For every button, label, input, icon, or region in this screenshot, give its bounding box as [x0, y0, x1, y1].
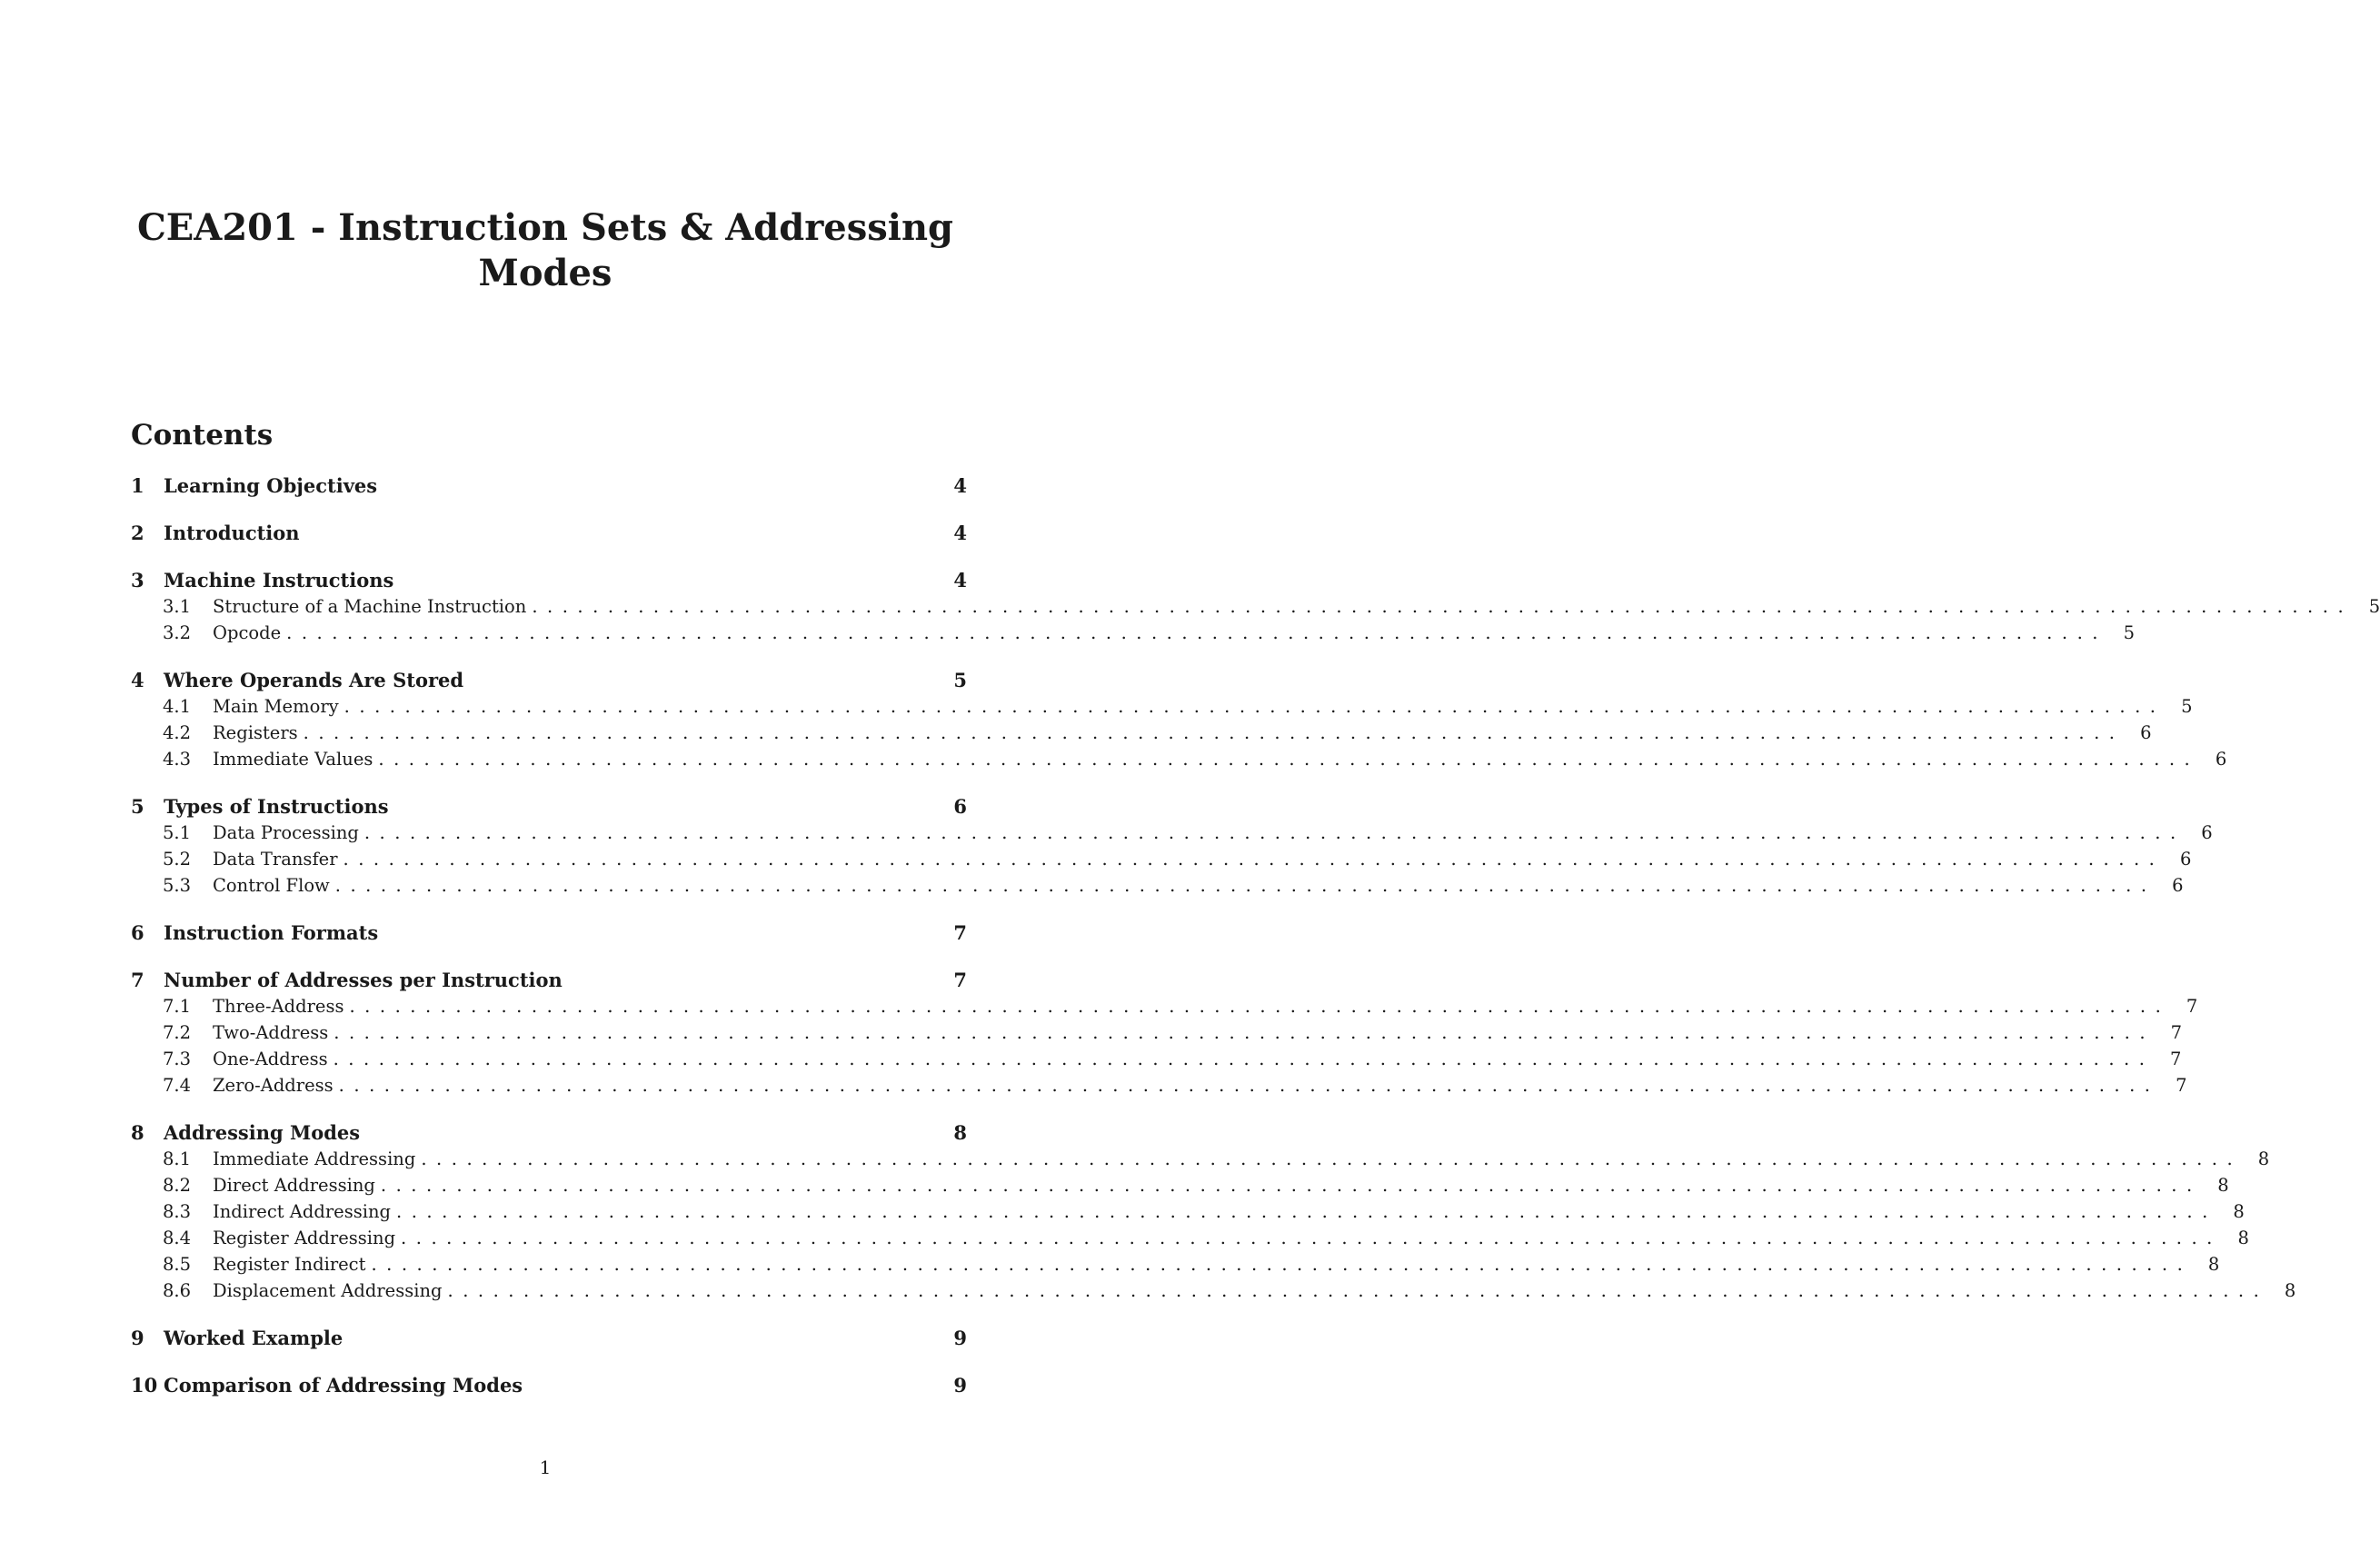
toc-section-entry[interactable]	[131, 472, 967, 499]
toc-section-number: 4	[131, 669, 144, 691]
toc-dot-leader: ........................................................................................................................	[344, 696, 2166, 717]
toc-dot-leader: ........................................................................................................................	[396, 1201, 2217, 1222]
toc-subsection-entry[interactable]	[131, 720, 2152, 746]
toc-section-number: 5	[131, 795, 144, 818]
toc-subsection-number: 4.2	[163, 722, 192, 743]
toc-dot-leader: ........................................................................................................................	[334, 1022, 2156, 1043]
toc-section-gap	[131, 1351, 967, 1372]
toc-subsection-number: 8.5	[163, 1254, 192, 1275]
toc-subsection-title: Immediate Values	[213, 749, 373, 770]
toc-section-page: 5	[953, 669, 967, 691]
toc-dot-leader: ........................................................................................................................	[363, 822, 2186, 843]
toc-section-page: 4	[953, 569, 967, 592]
toc-subsection-page: 7	[2170, 1022, 2183, 1043]
toc-section-number: 2	[131, 522, 144, 544]
toc-section-page: 9	[953, 1327, 967, 1349]
toc-section-title: Introduction	[164, 522, 300, 544]
toc-subsection-title: Main Memory	[213, 696, 339, 717]
toc-subsection-number: 4.3	[163, 749, 192, 770]
toc-section-page: 7	[953, 921, 967, 944]
toc-section-gap	[131, 546, 967, 567]
toc-section-title: Types of Instructions	[164, 795, 389, 818]
toc-subsection-page: 8	[2207, 1254, 2220, 1275]
toc-section-page: 4	[953, 522, 967, 544]
toc-subsection-title: Opcode	[213, 622, 282, 643]
toc-dot-leader: ........................................................................................................................	[334, 875, 2156, 896]
toc-subsection-entry[interactable]	[131, 820, 2213, 846]
toc-subsection-page: 8	[2217, 1175, 2229, 1196]
toc-section-title: Comparison of Addressing Modes	[164, 1374, 523, 1397]
toc-section-gap	[131, 1099, 967, 1119]
toc-section-title: Machine Instructions	[164, 569, 394, 592]
document-title-line2: Modes	[478, 252, 612, 294]
toc-subsection-number: 8.1	[163, 1148, 192, 1169]
toc-subsection-title: Structure of a Machine Instruction	[213, 596, 527, 617]
toc-subsection-title: Register Indirect	[213, 1254, 366, 1275]
toc-subsection-number: 7.3	[163, 1049, 192, 1069]
toc-subsection-entry[interactable]	[131, 1046, 2182, 1072]
toc-dot-leader: ........................................................................................................................	[371, 1254, 2193, 1275]
page-number: 1	[539, 1456, 552, 1478]
toc-subsection-page: 7	[2186, 996, 2198, 1017]
document-title-line1: CEA201 - Instruction Sets & Addressing	[136, 206, 954, 249]
toc-subsection-page: 8	[2284, 1280, 2296, 1301]
toc-subsection-title: Direct Addressing	[213, 1175, 375, 1196]
toc-subsection-title: One-Address	[213, 1049, 328, 1069]
toc-subsection-page: 6	[2172, 875, 2184, 896]
toc-subsection-title: Data Processing	[213, 822, 359, 843]
toc-subsection-number: 5.3	[163, 875, 192, 896]
toc-subsection-title: Registers	[213, 722, 298, 743]
toc-subsection-entry[interactable]	[131, 1225, 2249, 1251]
toc-dot-leader: ........................................................................................................................	[338, 1075, 2160, 1096]
toc-section-gap	[131, 1304, 967, 1325]
toc-subsection-entry[interactable]	[131, 1072, 2187, 1099]
toc-subsection-number: 7.2	[163, 1022, 192, 1043]
toc-section-number: 9	[131, 1327, 144, 1349]
toc-subsection-page: 6	[2140, 722, 2152, 743]
toc-section-entry[interactable]	[131, 920, 967, 946]
toc-section-number: 7	[131, 969, 144, 991]
toc-section-title: Where Operands Are Stored	[164, 669, 464, 691]
toc-section-entry[interactable]	[131, 520, 967, 546]
toc-section-page: 9	[953, 1374, 967, 1397]
toc-subsection-page: 8	[2257, 1148, 2270, 1169]
toc-section-gap	[131, 646, 967, 667]
toc-subsection-title: Data Transfer	[213, 849, 338, 870]
toc-subsection-entry[interactable]	[131, 1278, 2296, 1304]
toc-section-number: 3	[131, 569, 144, 592]
toc-dot-leader: ........................................................................................................................	[333, 1049, 2155, 1069]
toc-subsection-entry[interactable]	[131, 1198, 2245, 1225]
toc-dot-leader: ........................................................................................................................	[421, 1148, 2243, 1169]
toc-section-title: Worked Example	[164, 1327, 344, 1349]
toc-subsection-page: 5	[2368, 596, 2380, 617]
toc-subsection-number: 5.2	[163, 849, 192, 870]
toc-subsection-number: 3.1	[163, 596, 192, 617]
toc-subsection-page: 6	[2215, 749, 2227, 770]
toc-subsection-entry[interactable]	[131, 872, 2184, 899]
toc-section-page: 7	[953, 969, 967, 991]
toc-section-entry[interactable]	[131, 1119, 967, 1146]
toc-section-entry[interactable]	[131, 667, 967, 693]
toc-subsection-title: Zero-Address	[213, 1075, 334, 1096]
toc-subsection-page: 7	[2170, 1049, 2182, 1069]
toc-section-entry[interactable]	[131, 1325, 967, 1351]
toc-subsection-page: 7	[2176, 1075, 2187, 1096]
toc-subsection-title: Three-Address	[213, 996, 344, 1017]
table-of-contents	[131, 472, 2380, 1398]
toc-subsection-number: 3.2	[163, 622, 192, 643]
toc-section-gap	[131, 772, 967, 793]
toc-subsection-entry[interactable]	[131, 1251, 2220, 1278]
toc-section-title: Instruction Formats	[164, 921, 379, 944]
toc-section-number: 6	[131, 921, 144, 944]
toc-section-entry[interactable]	[131, 1372, 967, 1398]
toc-dot-leader: ........................................................................................................................	[286, 622, 2107, 643]
toc-section-page: 4	[953, 474, 967, 497]
toc-dot-leader: ........................................................................................................................	[380, 1175, 2202, 1196]
toc-subsection-page: 8	[2237, 1228, 2249, 1248]
toc-subsection-number: 4.1	[163, 696, 192, 717]
toc-dot-leader: ........................................................................................................................	[349, 996, 2171, 1017]
toc-subsection-page: 8	[2233, 1201, 2245, 1222]
toc-section-entry[interactable]	[131, 567, 967, 593]
toc-subsection-page: 5	[2181, 696, 2193, 717]
toc-subsection-number: 5.1	[163, 822, 192, 843]
toc-section-gap	[131, 899, 967, 920]
toc-section-title: Addressing Modes	[164, 1121, 361, 1144]
toc-subsection-page: 5	[2123, 622, 2135, 643]
toc-section-page: 6	[953, 795, 967, 818]
contents-heading: Contents	[131, 419, 274, 452]
toc-subsection-title: Control Flow	[213, 875, 330, 896]
toc-subsection-page: 6	[2179, 849, 2192, 870]
toc-subsection-number: 7.1	[163, 996, 192, 1017]
toc-subsection-title: Immediate Addressing	[213, 1148, 416, 1169]
toc-section-number: 1	[131, 474, 144, 497]
toc-dot-leader: ........................................................................................................................	[378, 749, 2200, 770]
toc-subsection-entry[interactable]	[131, 620, 2135, 646]
toc-section-number: 8	[131, 1121, 144, 1144]
toc-section-title: Number of Addresses per Instruction	[164, 969, 563, 991]
toc-subsection-number: 8.3	[163, 1201, 192, 1222]
toc-subsection-number: 8.2	[163, 1175, 192, 1196]
toc-section-page: 8	[953, 1121, 967, 1144]
document-title	[0, 205, 1090, 296]
toc-subsection-page: 6	[2201, 822, 2213, 843]
toc-subsection-number: 8.4	[163, 1228, 192, 1248]
toc-section-gap	[131, 499, 967, 520]
toc-dot-leader: ........................................................................................................................	[401, 1228, 2222, 1248]
toc-subsection-title: Two-Address	[213, 1022, 329, 1043]
toc-subsection-entry[interactable]	[131, 846, 2192, 872]
toc-subsection-entry[interactable]	[131, 993, 2198, 1019]
toc-subsection-title: Displacement Addressing	[213, 1280, 443, 1301]
toc-dot-leader: ........................................................................................................................	[447, 1280, 2269, 1301]
toc-subsection-title: Indirect Addressing	[213, 1201, 391, 1222]
toc-subsection-entry[interactable]	[131, 1019, 2183, 1046]
toc-dot-leader: ........................................................................................................................	[343, 849, 2165, 870]
toc-subsection-number: 7.4	[163, 1075, 192, 1096]
toc-subsection-entry[interactable]	[131, 746, 2227, 772]
toc-subsection-entry[interactable]	[131, 693, 2193, 720]
toc-subsection-entry[interactable]	[131, 1146, 2270, 1172]
toc-dot-leader: ........................................................................................................................	[303, 722, 2125, 743]
toc-section-gap	[131, 946, 967, 967]
toc-subsection-number: 8.6	[163, 1280, 192, 1301]
toc-section-number: 10	[131, 1374, 158, 1397]
toc-section-entry[interactable]	[131, 967, 967, 993]
toc-subsection-entry[interactable]	[131, 593, 2380, 620]
toc-section-title: Learning Objectives	[164, 474, 378, 497]
toc-subsection-entry[interactable]	[131, 1172, 2229, 1198]
toc-dot-leader: ........................................................................................................................	[532, 596, 2354, 617]
toc-subsection-title: Register Addressing	[213, 1228, 396, 1248]
toc-section-entry[interactable]	[131, 793, 967, 820]
